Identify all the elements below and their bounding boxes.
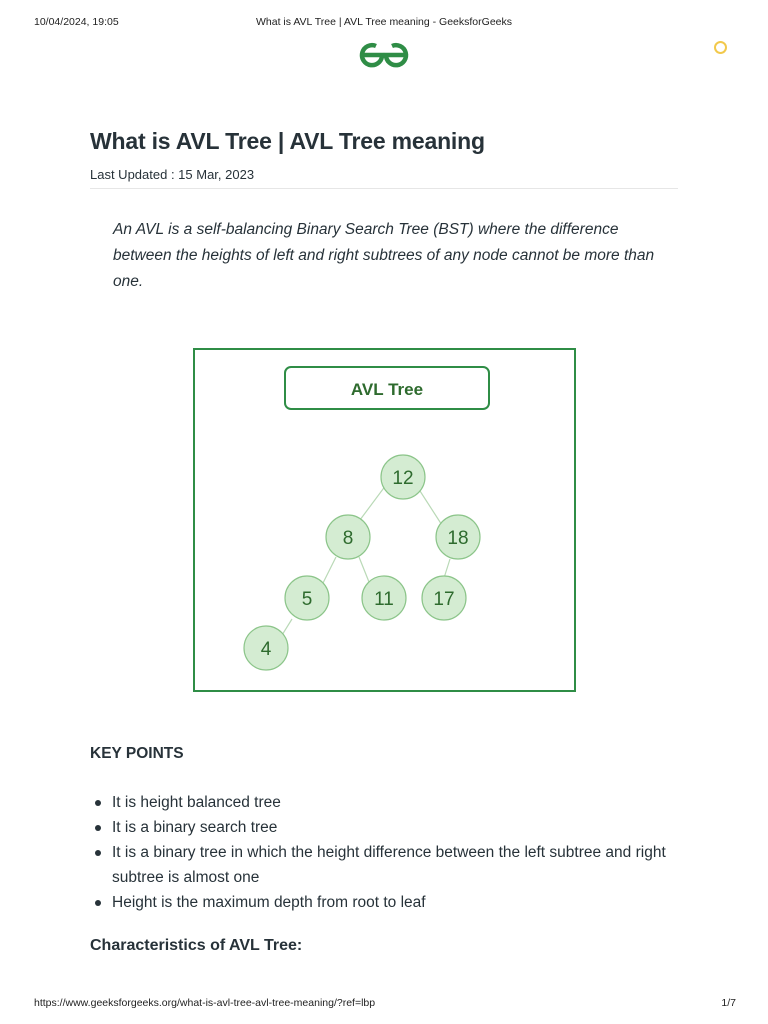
gfg-logo-icon[interactable] bbox=[356, 40, 412, 70]
print-header bbox=[0, 16, 768, 30]
tree-node bbox=[381, 455, 425, 499]
list-item: It is height balanced tree bbox=[112, 790, 692, 815]
tree-node bbox=[285, 576, 329, 620]
theme-toggle-icon[interactable] bbox=[714, 41, 727, 54]
tree-node-label: 4 bbox=[260, 639, 272, 660]
tree-node-label: 11 bbox=[374, 589, 394, 610]
characteristics-heading: Characteristics of AVL Tree: bbox=[90, 937, 303, 954]
tree-node-label: 8 bbox=[342, 528, 354, 549]
intro-definition: An AVL is a self-balancing Binary Search Tree (BST) where the difference between the heights of left and right subtrees of any node cannot be more than one. bbox=[113, 221, 655, 290]
print-datetime: 10/04/2024, 19:05 bbox=[34, 16, 119, 28]
key-points-heading: KEY POINTS bbox=[90, 745, 184, 762]
divider bbox=[90, 188, 678, 189]
tree-node bbox=[244, 626, 288, 670]
avl-tree-diagram bbox=[195, 350, 574, 690]
print-page-title: What is AVL Tree | AVL Tree meaning - GeeksforGeeks bbox=[255, 16, 512, 28]
tree-node-label: 5 bbox=[301, 589, 313, 610]
tree-node bbox=[326, 515, 370, 559]
tree-node-label: 12 bbox=[392, 468, 414, 489]
list-item: It is a binary tree in which the height difference between the left subtree and right subtree is almost one bbox=[112, 840, 692, 890]
tree-node bbox=[362, 576, 406, 620]
tree-nodes bbox=[244, 455, 480, 670]
page-title: What is AVL Tree | AVL Tree meaning bbox=[90, 128, 485, 154]
tree-node bbox=[436, 515, 480, 559]
tree-node-label: 18 bbox=[447, 528, 469, 549]
print-page-number: 1/7 bbox=[721, 997, 736, 1009]
tree-edges bbox=[274, 477, 450, 648]
figure-title: AVL Tree bbox=[350, 380, 424, 399]
print-footer bbox=[0, 997, 768, 1011]
avl-tree-figure bbox=[193, 348, 576, 692]
list-item: It is a binary search tree bbox=[112, 815, 692, 840]
tree-node bbox=[422, 576, 466, 620]
last-updated: Last Updated : 15 Mar, 2023 bbox=[90, 167, 255, 182]
print-url: https://www.geeksforgeeks.org/what-is-avl-tree-avl-tree-meaning/?ref=lbp bbox=[34, 997, 376, 1009]
tree-node-label: 17 bbox=[433, 589, 455, 610]
key-points-list bbox=[112, 790, 692, 915]
list-item: Height is the maximum depth from root to leaf bbox=[112, 890, 692, 915]
